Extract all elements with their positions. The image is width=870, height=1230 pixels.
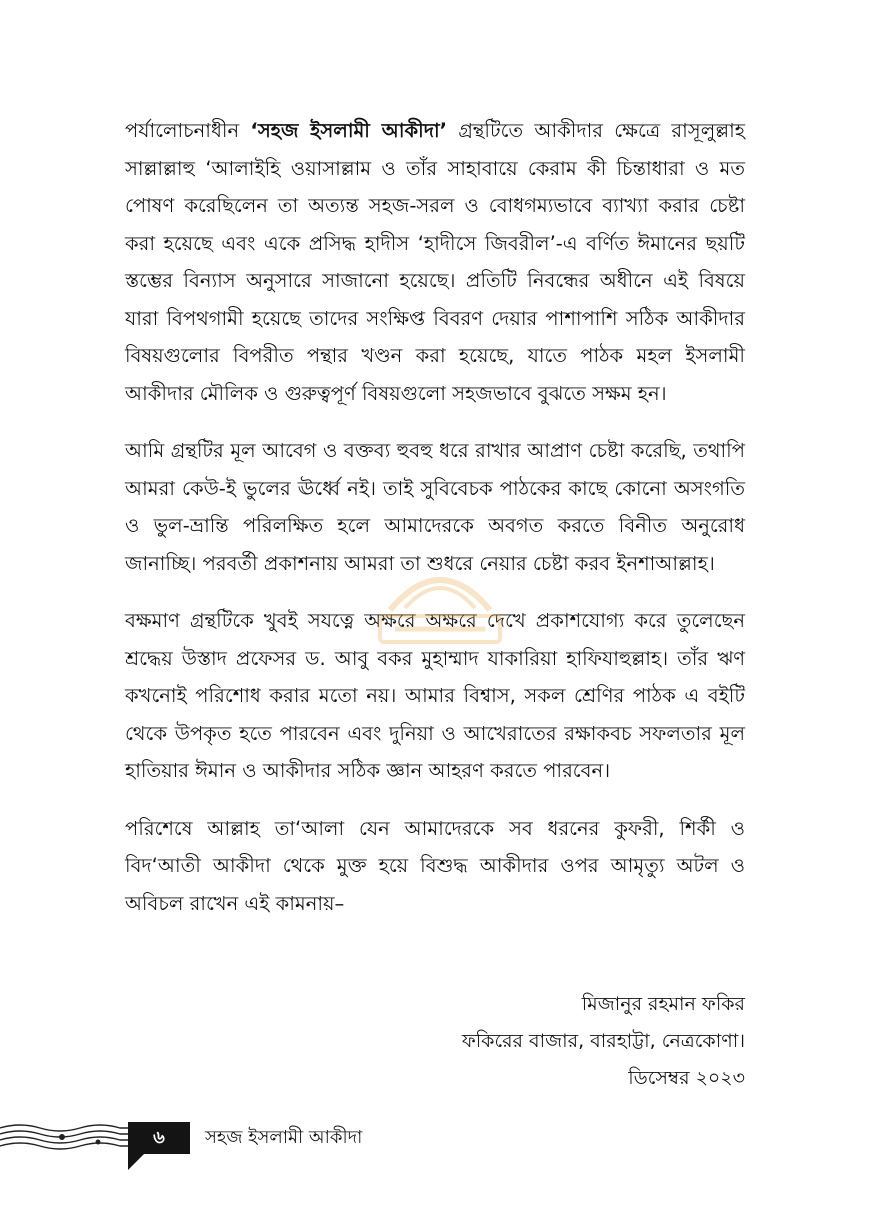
book-title-inline: ‘সহজ ইসলামী আকীদা’ (250, 119, 448, 142)
paragraph-2: আমি গ্রন্থটির মূল আবেগ ও বক্তব্য হুবহু ধরে রাখার আপ্রাণ চেষ্টা করেছি, তথাপি আমরা কেউ-ই ভুলের ঊর্ধ্বে নই। তাই সুবিবেচক পাঠকের কাছে কোনো অসংগতি ও ভুল-ভ্রান্তি পরিলক্ষিত হলে আমাদেরকে অবগত করতে বিনীত অনুরোধ জানাচ্ছি। পরবর্তী প্রকাশনায় আমরা তা শুধরে নেয়ার চেষ্টা করব ইনশাআল্লাহ। (125, 439, 745, 575)
wavy-lines-ornament-icon (0, 1118, 140, 1158)
paragraph-1-rest: গ্রন্থটিতে আকীদার ক্ষেত্রে রাসূলুল্লাহ সাল্লাল্লাহু ‘আলাইহি ওয়াসাল্লাম ও তাঁর সাহাবায়ে কেরাম কী চিন্তাধারা ও মত পোষণ করেছিলেন তা অত্যন্ত সহজ-সরল ও বোধগম্যভাবে ব্যাখ্যা করার চেষ্টা করা হয়েছে এবং একে প্রসিদ্ধ হাদীস ‘হাদীসে জিবরীল’-এ বর্ণিত ঈমানের ছয়টি স্তম্ভের বিন্যাস অনুসারে সাজানো হয়েছে। প্রতিটি নিবন্ধের অধীনে এই বিষয়ে যারা বিপথগামী হয়েছে তাদের সংক্ষিপ্ত বিবরণ দেয়ার পাশাপাশি সঠিক আকীদার বিষয়গুলোর বিপরীত পন্থার খণ্ডন করা হয়েছে, যাতে পাঠক মহল ইসলামী আকীদার মৌলিক ও গুরুত্বপূর্ণ বিষয়গুলো সহজভাবে বুঝতে সক্ষম হন। (125, 119, 745, 405)
paragraph-1 (125, 112, 745, 412)
page-body (125, 112, 745, 942)
author-name: মিজানুর রহমান ফকির (581, 993, 745, 1015)
page-number-tab-tail (128, 1154, 144, 1170)
author-address: ফকিরের বাজার, বারহাট্টা, নেত্রকোণা। (461, 1030, 745, 1052)
page-number: ৬ (128, 1122, 190, 1154)
signature-block (462, 986, 745, 1097)
running-title: সহজ ইসলামী আকীদা (205, 1127, 363, 1148)
signature-date: ডিসেম্বর ২০২৩ (628, 1067, 745, 1089)
paragraph-3: বক্ষমাণ গ্রন্থটিকে খুবই সযত্নে অক্ষরে অক্ষরে দেখে প্রকাশযোগ্য করে তুলেছেন শ্রদ্ধেয় উস্তাদ প্রফেসর ড. আবু বকর মুহাম্মাদ যাকারিয়া হাফিযাহুল্লাহ। তাঁর ঋণ কখনোই পরিশোধ করার মতো নয়। আমার বিশ্বাস, সকল শ্রেণির পাঠক এ বইটি থেকে উপকৃত হতে পারবেন এবং দুনিয়া ও আখেরাতের রক্ষাকবচ সফলতার মূল হাতিয়ার ঈমান ও আকীদার সঠিক জ্ঞান আহরণ করতে পারবেন। (125, 609, 745, 782)
paragraph-4: পরিশেষে আল্লাহ তা‘আলা যেন আমাদেরকে সব ধরনের কুফরী, শির্কী ও বিদ‘আতী আকীদা থেকে মুক্ত হয়ে বিশুদ্ধ আকীদার ওপর আমৃত্যু অটল ও অবিচল রাখেন এই কামনায়– (125, 816, 745, 915)
paragraph-1-lead: পর্যালোচনাধীন (125, 119, 251, 142)
